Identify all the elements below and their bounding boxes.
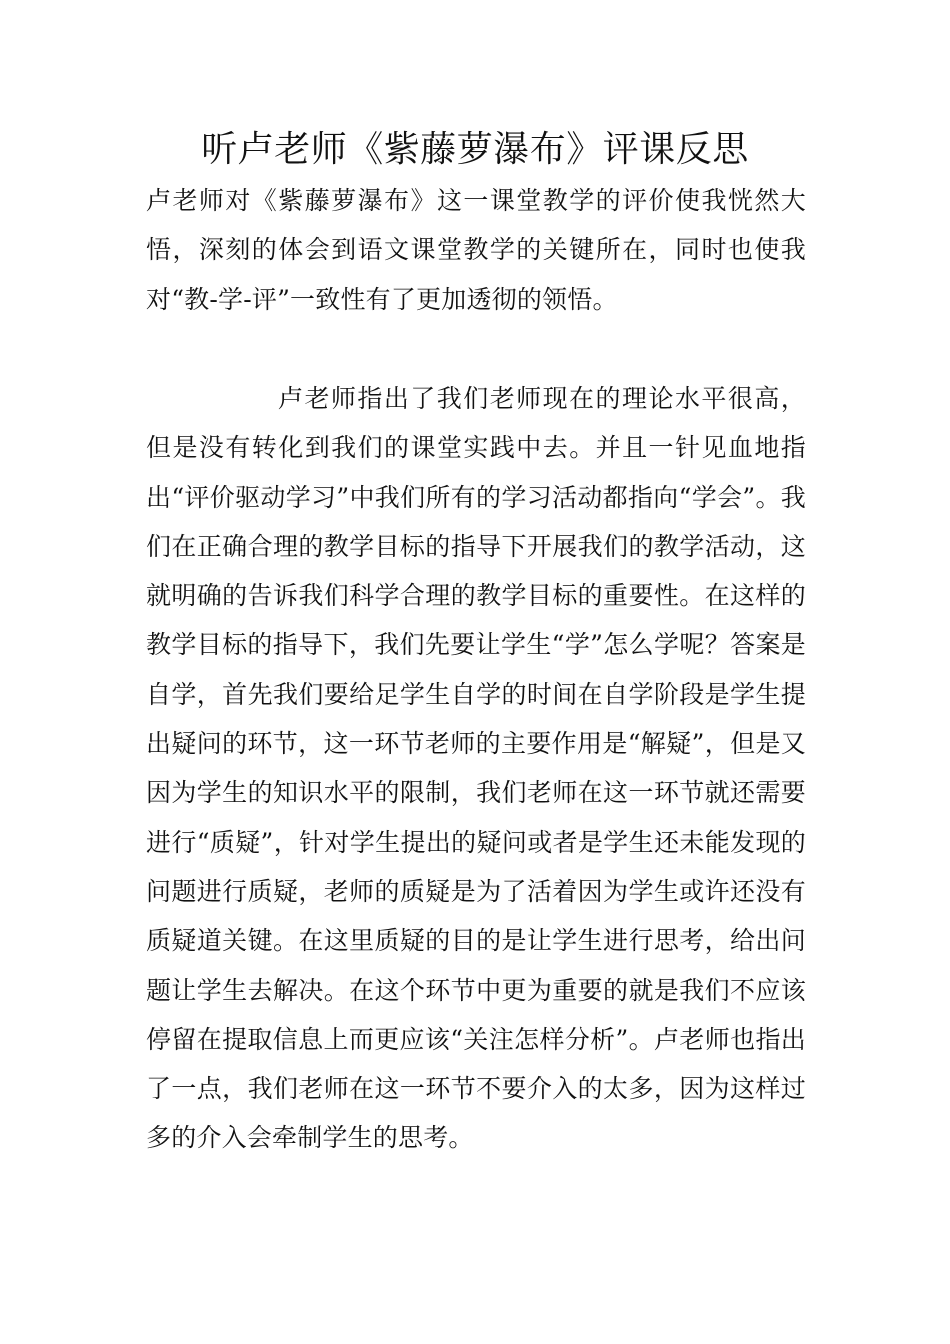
document-title: 听卢老师《紫藤萝瀑布》评课反思	[201, 129, 749, 170]
paragraph-body: 卢老师指出了我们老师现在的理论水平很高，但是没有转化到我们的课堂实践中去。并且一针见血地指出“评价驱动学习”中我们所有的学习活动都指向“学会”。我们在正确合理的教学目标的指导下开展我们的教学活动，这就明确的告诉我们科学合理的教学目标的重要性。在这样的教学目标的指导下，我们先要让学生“学”怎么学呢？答案是自学，首先我们要给足学生自学的时间在自学阶段是学生提出疑问的环节，这一环节老师的主要作用是“解疑”，但是又因为学生的知识水平的限制，我们老师在这一环节就还需要进行“质疑”，针对学生提出的疑问或者是学生还未能发现的问题进行质疑，老师的质疑是为了活着因为学生或许还没有质疑道关键。在这里质疑的目的是让学生进行思考，给出问题让学生去解决。在这个环节中更为重要的就是我们不应该停留在提取信息上而更应该“关注怎样分析”。卢老师也指出了一点，我们老师在这一环节不要介入的太多，因为这样过多的介入会牵制学生的思考。	[146, 384, 806, 1153]
paragraph-intro: 卢老师对《紫藤萝瀑布》这一课堂教学的评价使我恍然大悟，深刻的体会到语文课堂教学的关键所在，同时也使我对“教-学-评”一致性有了更加透彻的领悟。	[146, 186, 806, 314]
